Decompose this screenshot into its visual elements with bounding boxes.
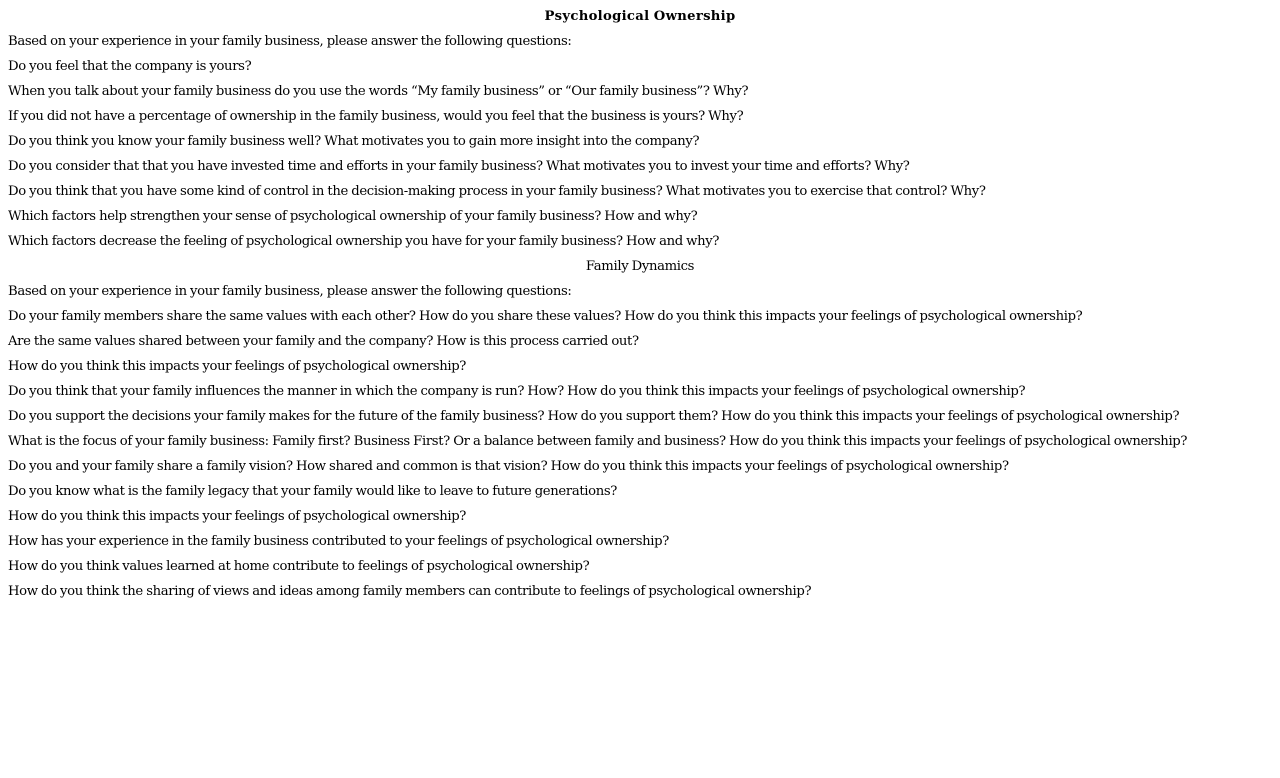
question: Do you feel that the company is yours? (8, 59, 252, 74)
document (8, 4, 1280, 604)
question: How do you think values learned at home contribute to feelings of psychological ownership? (8, 559, 590, 574)
question: If you did not have a percentage of ownership in the family business, would you feel that the business is yours? Why? (8, 109, 744, 124)
question: Do you consider that that you have invested time and efforts in your family business? What motivates you to invest your time and efforts? Why? (8, 159, 910, 174)
question: How do you think the sharing of views and ideas among family members can contribute to feelings of psychological ownership? (8, 584, 812, 599)
question: How do you think this impacts your feelings of psychological ownership? (8, 509, 467, 524)
question: What is the focus of your family business: Family first? Business First? Or a balance between family and business? How do you think this impacts your feelings of psychological ownership? (8, 434, 1188, 449)
question: Do you think you know your family business well? What motivates you to gain more insight into the company? (8, 134, 700, 149)
section-intro: Based on your experience in your family business, please answer the following questions: (8, 34, 572, 49)
question: Do you and your family share a family vision? How shared and common is that vision? How do you think this impacts your feelings of psychological ownership? (8, 459, 1009, 474)
section-title: Psychological Ownership (544, 9, 736, 24)
section-family-dynamics (8, 254, 1280, 604)
question: Do you know what is the family legacy that your family would like to leave to future generations? (8, 484, 618, 499)
question: Do your family members share the same values with each other? How do you share these values? How do you think this impacts your feelings of psychological ownership? (8, 309, 1083, 324)
section-intro: Based on your experience in your family business, please answer the following questions: (8, 284, 572, 299)
question: When you talk about your family business do you use the words “My family business” or “Our family business”? Why? (8, 84, 749, 99)
question: How do you think this impacts your feelings of psychological ownership? (8, 359, 467, 374)
question: Which factors help strengthen your sense of psychological ownership of your family business? How and why? (8, 209, 698, 224)
question: Do you think that you have some kind of control in the decision-making process in your family business? What motivates you to exercise that control? Why? (8, 184, 986, 199)
question: Do you think that your family influences the manner in which the company is run? How? How do you think this impacts your feelings of psychological ownership? (8, 384, 1026, 399)
question: Are the same values shared between your family and the company? How is this process carried out? (8, 334, 639, 349)
question: How has your experience in the family business contributed to your feelings of psychological ownership? (8, 534, 669, 549)
question: Do you support the decisions your family makes for the future of the family business? How do you support them? How do you think this impacts your feelings of psychological ownership? (8, 409, 1180, 424)
question: Which factors decrease the feeling of psychological ownership you have for your family business? How and why? (8, 234, 720, 249)
section-title: Family Dynamics (585, 259, 695, 274)
section-psychological-ownership (8, 4, 1280, 254)
